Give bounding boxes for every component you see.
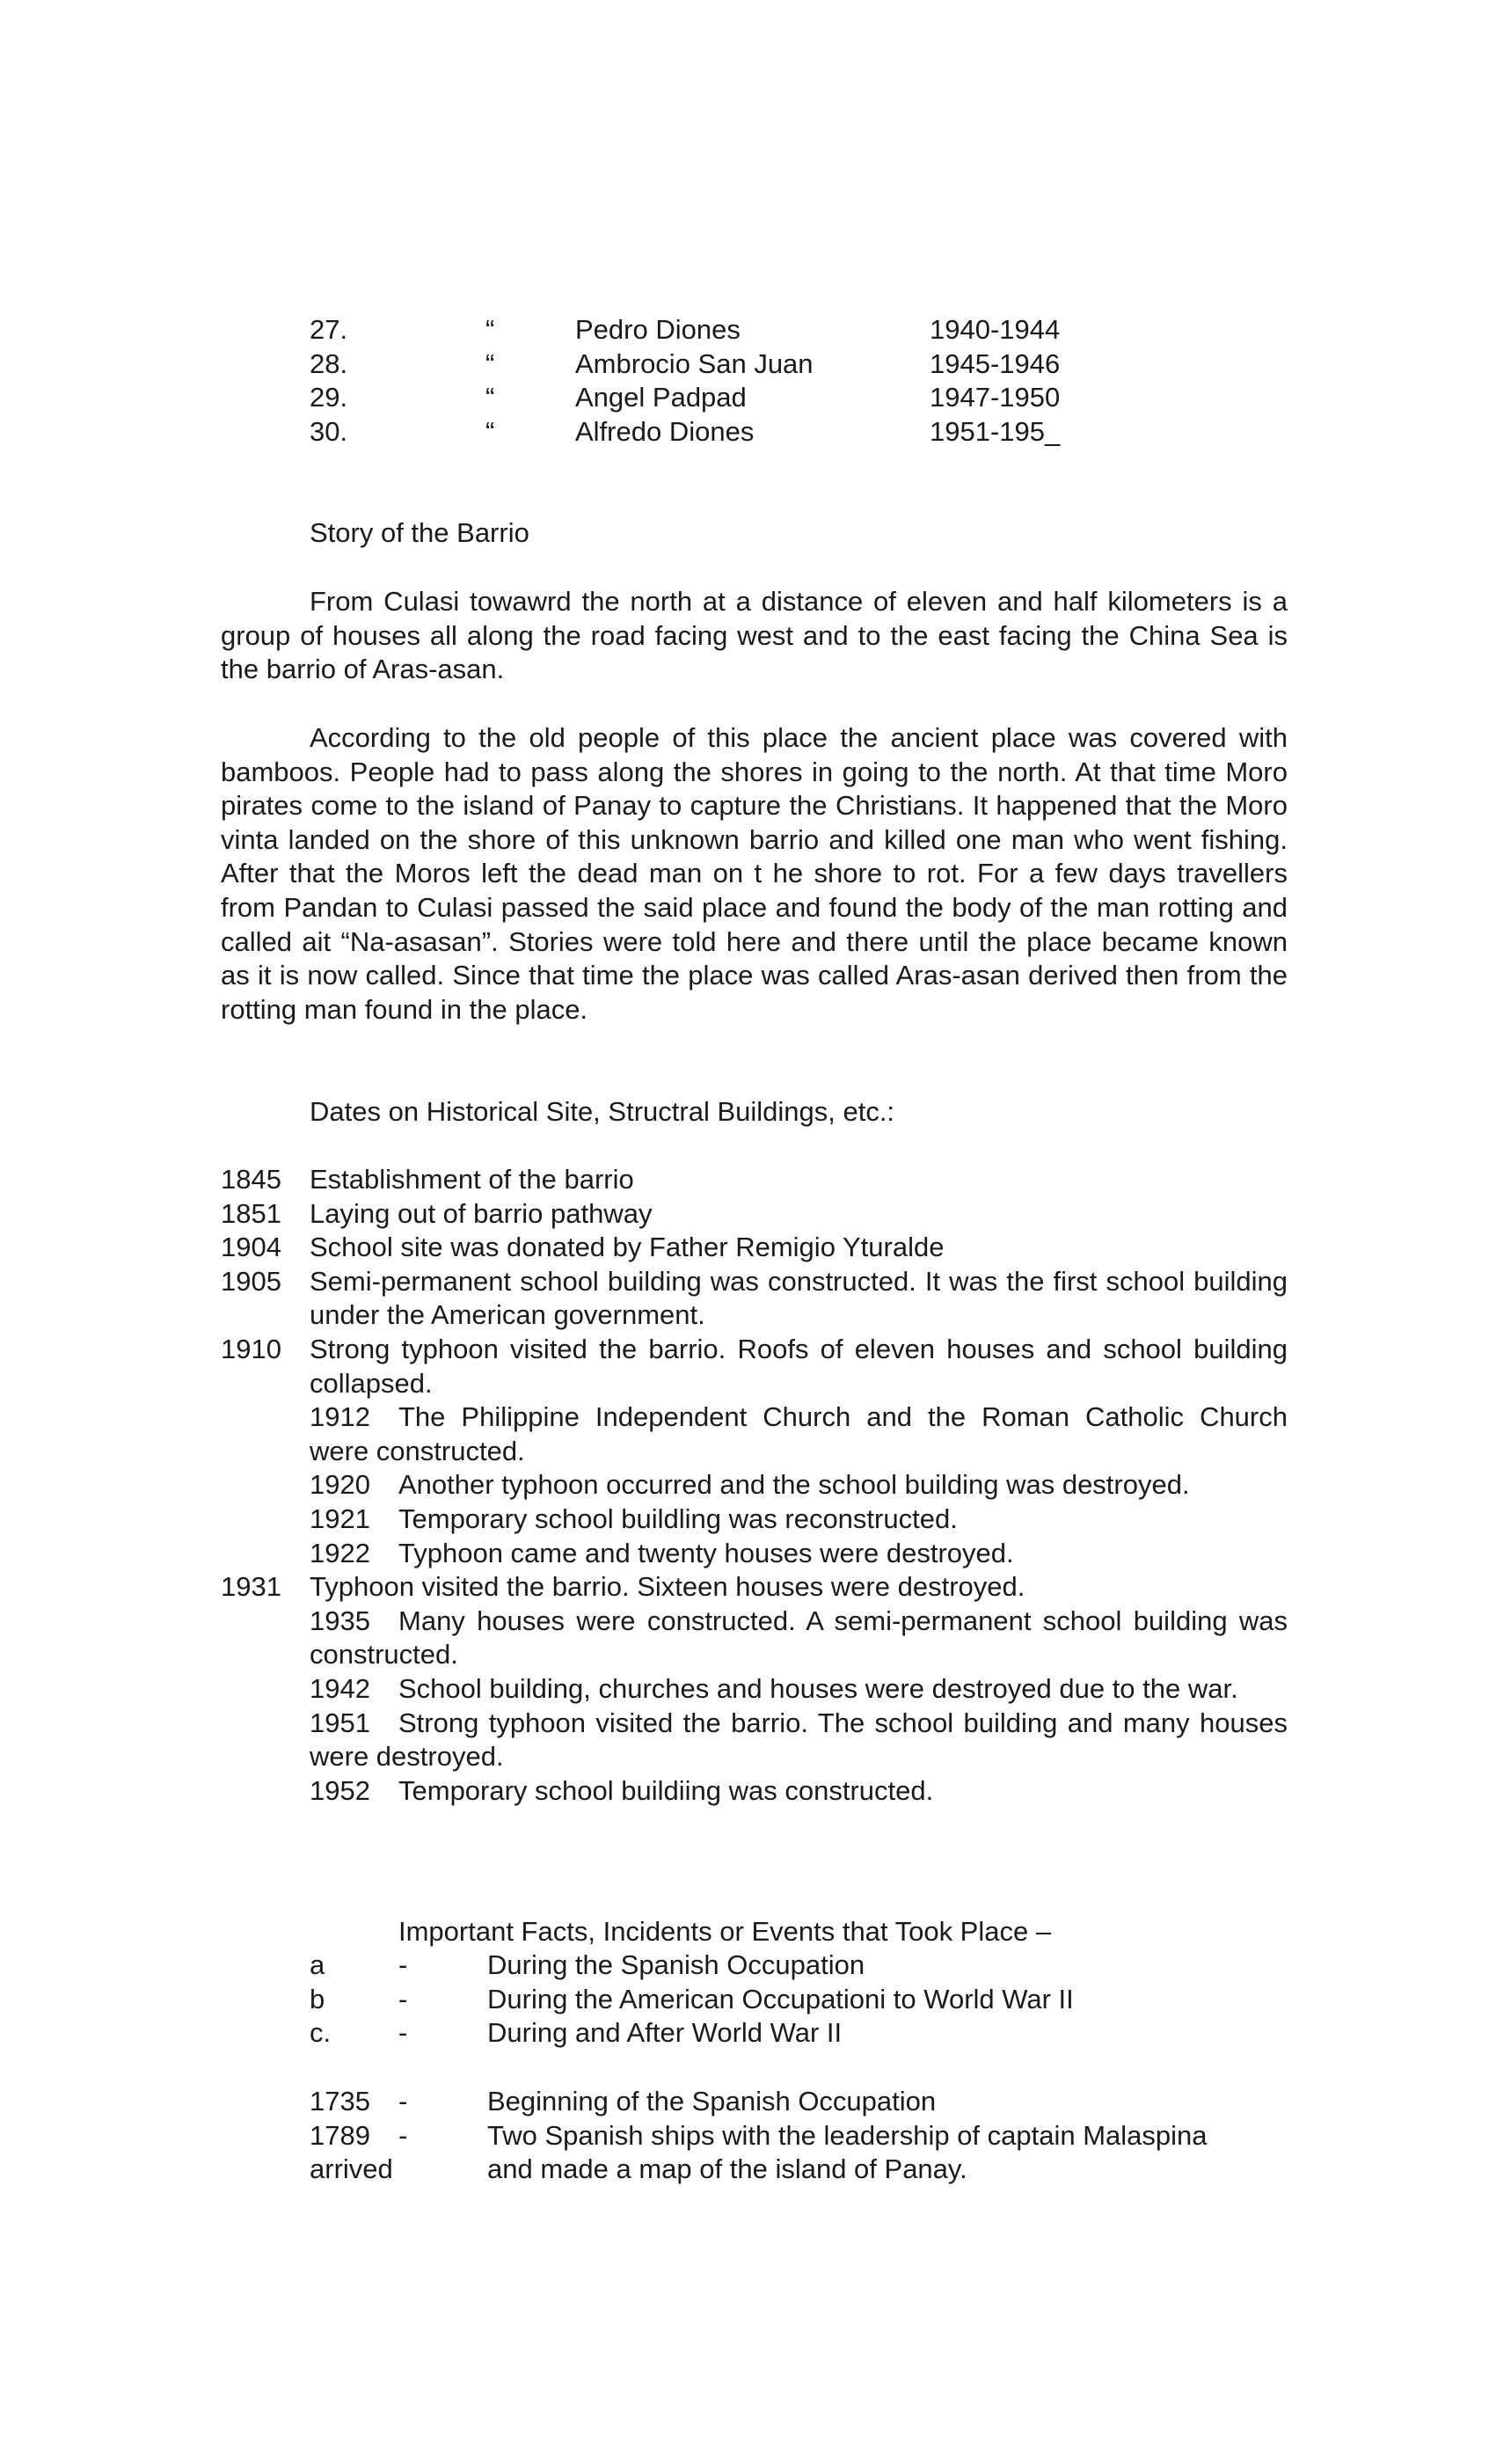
date-sub-entry [310,1605,1288,1672]
official-name: Alfredo Diones [575,415,755,447]
date-year: 1922 [310,1537,370,1568]
date-year: 1851 [221,1197,281,1229]
official-number: 30. [310,415,348,447]
official-years: 1945-1946 [930,347,1061,379]
ditto-mark: “ [485,314,495,345]
event-continuation-right: and made a map of the island of Panay. [487,2153,967,2185]
date-year: 1921 [310,1503,370,1534]
event-continuation-left: arrived [310,2153,393,2185]
date-year: 1951 [310,1707,370,1738]
date-year: 1935 [310,1605,370,1636]
date-year: 1904 [221,1232,281,1263]
date-text: Strong typhoon visited the barrio. The school building and many houses were destroyed. [310,1707,1288,1773]
fact-text: During the Spanish Occupation [487,1949,865,1980]
fact-letter: b [310,1983,325,2014]
event-text: Beginning of the Spanish Occupation [487,2086,937,2117]
date-entry [221,1197,1288,1232]
date-year: 1845 [221,1164,281,1195]
ditto-mark: “ [485,347,495,379]
date-text: School site was donated by Father Remigio Yturalde [310,1232,945,1263]
date-text: Strong typhoon visited the barrio. Roofs of eleven houses and school building collapsed. [310,1333,1288,1399]
facts-list [310,1949,1288,2051]
date-year: 1942 [310,1672,370,1704]
official-number: 29. [310,382,348,413]
official-years: 1947-1950 [930,382,1061,413]
story-paragraph-2: According to the old people of this place the ancient place was covered with bamboos. People had to pass along the shores in going to the north. At that time Moro pirates come to the island of Panay to capture the Christians. It happened that the Moro vinta landed on the shore of this unknown barrio and killed one man who went fishing. After that the Moros left the dead man on t he shore to rot. For a few days travellers from Pandan to Culasi passed the said place and found the body of the man rotting and called ait “Na-asasan”. Stories were told here and there until the place became known as it is now called. Since that time the place was called Aras-asan derived then from the rotting man found in the place. [221,722,1288,1025]
date-sub-list [310,1400,1288,1570]
event-dash: - [398,2086,408,2117]
ditto-mark: “ [485,382,495,413]
official-number: 27. [310,314,348,345]
official-row [310,347,1101,382]
date-sub-entry [310,1537,1288,1571]
fact-text: During the American Occupationi to World War II [487,1983,1074,2014]
official-row [310,313,1101,347]
date-text: Typhoon visited the barrio. Sixteen houses were destroyed. [310,1571,1025,1603]
date-text: Laying out of barrio pathway [310,1197,653,1229]
date-entry [221,1231,1288,1265]
fact-dash: - [398,2017,408,2049]
fact-item [310,2016,1288,2051]
date-text: Temporary school buildiing was constructed. [398,1774,934,1806]
event-item [310,2119,1288,2153]
fact-item [310,1949,1288,1983]
dates-list [221,1163,1288,1808]
date-entry [221,1163,1288,1197]
facts-heading: Important Facts, Incidents or Events that Took Place – [398,1916,1052,1947]
date-text: Typhoon came and twenty houses were destroyed. [398,1537,1014,1568]
date-entry [221,1570,1288,1605]
date-year: 1912 [310,1401,370,1433]
date-text: The Philippine Independent Church and the Roman Catholic Church were constructed. [310,1401,1288,1466]
fact-text: During and After World War II [487,2017,843,2049]
date-sub-entry [310,1468,1288,1503]
official-name: Pedro Diones [575,314,741,345]
fact-dash: - [398,1949,408,1980]
date-text: Temporary school buildling was reconstructed. [398,1503,958,1534]
official-years: 1940-1944 [930,314,1061,345]
date-sub-entry [310,1400,1288,1468]
story-heading: Story of the Barrio [310,517,529,548]
officials-list [310,313,1101,449]
date-year: 1952 [310,1774,370,1806]
event-continuation [310,2153,1288,2187]
fact-letter: c. [310,2017,332,2049]
story-paragraph-1: From Culasi towawrd the north at a distance of eleven and half kilometers is a group of houses all along the road facing west and to the east facing the China Sea is the barrio of Aras-asan. [221,586,1288,685]
event-text: Two Spanish ships with the leadership of captain Malaspina [487,2119,1208,2151]
ditto-mark: “ [485,415,495,447]
fact-letter: a [310,1949,325,1980]
date-sub-entry [310,1672,1288,1707]
date-text: School building, churches and houses were destroyed due to the war. [398,1672,1238,1704]
date-text: Another typhoon occurred and the school building was destroyed. [398,1469,1190,1501]
event-dash: - [398,2119,408,2151]
official-name: Angel Padpad [575,382,747,413]
date-entry [221,1265,1288,1333]
date-year: 1905 [221,1265,281,1297]
dates-heading: Dates on Historical Site, Structral Buildings, etc.: [310,1096,895,1127]
date-entry [221,1333,1288,1400]
date-sub-list [310,1605,1288,1809]
date-text: Semi-permanent school building was constructed. It was the first school building under the American government. [310,1265,1288,1331]
date-sub-entry [310,1503,1288,1537]
date-year: 1920 [310,1469,370,1501]
official-name: Ambrocio San Juan [575,347,814,379]
fact-item [310,1983,1288,2017]
fact-dash: - [398,1983,408,2014]
event-year: 1735 [310,2086,370,2117]
events-list [310,2085,1288,2187]
official-row [310,381,1101,415]
date-year: 1910 [221,1333,281,1364]
date-sub-entry [310,1707,1288,1774]
official-number: 28. [310,347,348,379]
event-year: 1789 [310,2119,370,2151]
official-years: 1951-195_ [930,415,1061,447]
date-sub-entry [310,1774,1288,1809]
date-text: Establishment of the barrio [310,1164,634,1195]
official-row [310,415,1101,450]
date-year: 1931 [221,1571,281,1603]
date-text: Many houses were constructed. A semi-permanent school building was constructed. [310,1605,1288,1671]
event-item [310,2085,1288,2119]
